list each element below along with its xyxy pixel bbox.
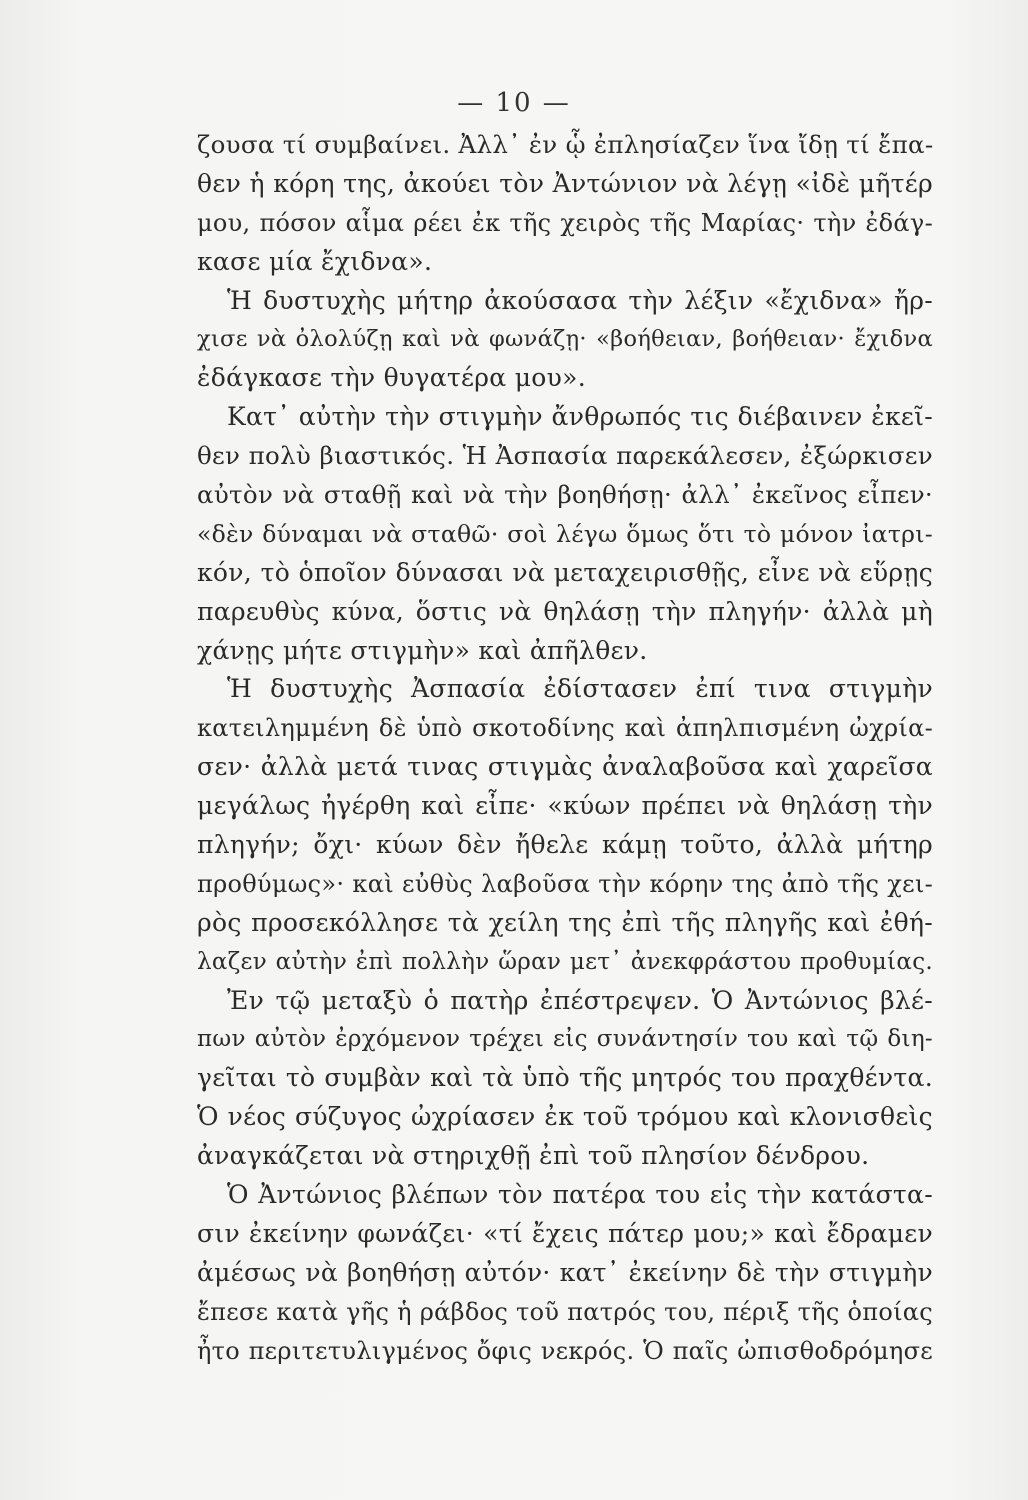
text-line: πων αὐτὸν ἐρχόμενον τρέχει εἰς συνάντησίν του καὶ τῷ διη- [197,1026,933,1053]
text-line: σιν ἐκείνην φωνάζει· «τί ἔχεις πάτερ μου;» καὶ ἔδραμεν [197,1218,933,1248]
text-line: χάνῃς μήτε στιγμὴν» καὶ ἀπῆλθεν. [197,635,648,665]
text-line: Ὁ νέος σύζυγος ὠχρίασεν ἐκ τοῦ τρόμου καὶ κλονισθεὶς [197,1102,933,1132]
text-line: ρὸς προσεκόλλησε τὰ χείλη της ἐπὶ τῆς πληγῆς καὶ ἐθή- [197,907,933,937]
text-line: παρευθὺς κύνα, ὅστις νὰ θηλάσῃ τὴν πληγήν· ἀλλὰ μὴ [197,596,933,626]
text-line: Ἡ δυστυχὴς μήτηρ ἀκούσασα τὴν λέξιν «ἔχιδνα» ἤρ- [227,285,933,315]
text-line: χισε νὰ ὀλολύζῃ καὶ νὰ φωνάζῃ· «βοήθειαν, βοήθειαν· ἔχιδνα [197,326,933,353]
text-line: ζουσα τί συμβαίνει. Ἀλλ᾽ ἐν ᾧ ἐπλησίαζεν ἵνα ἴδῃ τί ἔπα- [197,130,934,159]
text-line: ἔπεσε κατὰ γῆς ἡ ράβδος τοῦ πατρός του, πέριξ τῆς ὁποίας [197,1297,934,1326]
text-line: κόν, τὸ ὁποῖον δύνασαι νὰ μεταχειρισθῇς, εἶνε νὰ εὕρῃς [197,557,933,587]
text-line: κατειλημμένη δὲ ὑπὸ σκοτοδίνης καὶ ἀπηλπισμένη ὠχρία- [197,714,933,743]
text-line: ἐδάγκασε τὴν θυγατέρα μου». [197,363,586,393]
text-line: ἦτο περιτετυλιγμένος ὄφις νεκρός. Ὁ παῖς ὠπισθοδρόμησε [197,1336,933,1365]
text-line: «δὲν δύναμαι νὰ σταθῶ· σοὶ λέγω ὅμως ὅτι τὸ μόνον ἰατρι- [197,519,933,548]
text-line: μεγάλως ἠγέρθη καὶ εἶπε· «κύων πρέπει νὰ θηλάσῃ τὴν [197,791,933,821]
text-line: πληγήν; ὄχι· κύων δὲν ἤθελε κάμῃ τοῦτο, ἀλλὰ μήτηρ [197,830,933,860]
text-line: ἀναγκάζεται νὰ στηριχθῇ ἐπὶ τοῦ πλησίον δένδρου. [197,1141,870,1171]
text-line: αὐτὸν νὰ σταθῇ καὶ νὰ τὴν βοηθήσῃ· ἀλλ᾽ ἐκεῖνος εἶπεν· [197,480,933,510]
text-line: Ἡ δυστυχὴς Ἀσπασία ἐδίστασεν ἐπί τινα στιγμὴν [227,674,933,704]
body-text [197,126,933,1371]
text-line: ἀμέσως νὰ βοηθήσῃ αὐτόν· κατ᾽ ἐκείνην δὲ τὴν στιγμὴν [197,1257,933,1287]
page-number: — 10 — [457,88,571,118]
text-line: γεῖται τὸ συμβὰν καὶ τὰ ὑπὸ τῆς μητρός του πραχθέντα. [197,1063,933,1093]
text-line: μου, πόσον αἷμα ρέει ἐκ τῆς χειρὸς τῆς Μαρίας· τὴν ἐδάγ- [197,208,933,237]
text-line: θεν πολὺ βιαστικός. Ἡ Ἀσπασία παρεκάλεσεν, ἐξώρκισεν [197,441,933,471]
text-line: σεν· ἀλλὰ μετά τινας στιγμὰς ἀναλαβοῦσα καὶ χαρεῖσα [197,752,933,782]
text-line: λαζεν αὐτὴν ἐπὶ πολλὴν ὥραν μετ᾽ ἀνεκφράστου προθυμίας. [197,948,933,975]
text-line: Κατ᾽ αὐτὴν τὴν στιγμὴν ἄνθρωπός τις διέβαινεν ἐκεῖ- [227,402,933,432]
text-line: θεν ἡ κόρη της, ἀκούει τὸν Ἀντώνιον νὰ λέγῃ «ἰδὲ μῆτέρ [197,168,933,198]
text-line: προθύμως»· καὶ εὐθὺς λαβοῦσα τὴν κόρην της ἀπὸ τῆς χει- [197,869,933,898]
text-line: Ἐν τῷ μεταξὺ ὁ πατὴρ ἐπέστρεψεν. Ὁ Ἀντώνιος βλέ- [227,985,933,1015]
text-line: κασε μία ἔχιδνα». [197,246,433,276]
text-line: Ὁ Ἀντώνιος βλέπων τὸν πατέρα του εἰς τὴν κατάστα- [227,1180,933,1210]
